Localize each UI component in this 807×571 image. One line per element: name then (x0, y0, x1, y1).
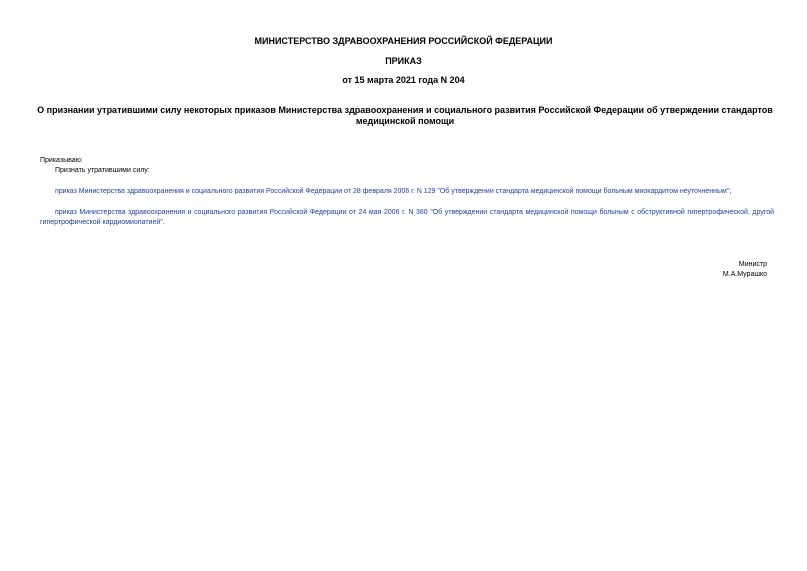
document-type: ПРИКАЗ (385, 56, 422, 66)
signature-position: Министр (738, 261, 767, 268)
document-date-number: от 15 марта 2021 года N 204 (342, 75, 465, 85)
intro-text: Приказываю: (40, 157, 83, 164)
ministry-heading: МИНИСТЕРСТВО ЗДРАВООХРАНЕНИЯ РОССИЙСКОЙ ФЕДЕРАЦИИ (254, 36, 553, 46)
revoked-order-link-1[interactable]: приказ Министерства здравоохранения и социального развития Российской Федерации от 28 февраля 2006 г. N 129 "Об утверждении стандарта медицинской помощи больным миокардитом неуточненным"; (55, 188, 732, 195)
document-title: О признании утратившими силу некоторых приказов Министерства здравоохранения и социального развития Российской Федерации об утверждении стандартов медицинской помощи (37, 105, 773, 126)
revoked-order-link-2[interactable]: приказ Министерства здравоохранения и социального развития Российской Федерации от 24 мая 2006 г. N 380 "Об утверждении стандарта медицинской помощи больным с обструктивной гипертрофической, другой гипертрофической кардиомиопатией". (40, 209, 774, 226)
signature-name: М.А.Мурашко (722, 271, 767, 278)
decision-text: Признать утратившими силу: (55, 167, 150, 174)
